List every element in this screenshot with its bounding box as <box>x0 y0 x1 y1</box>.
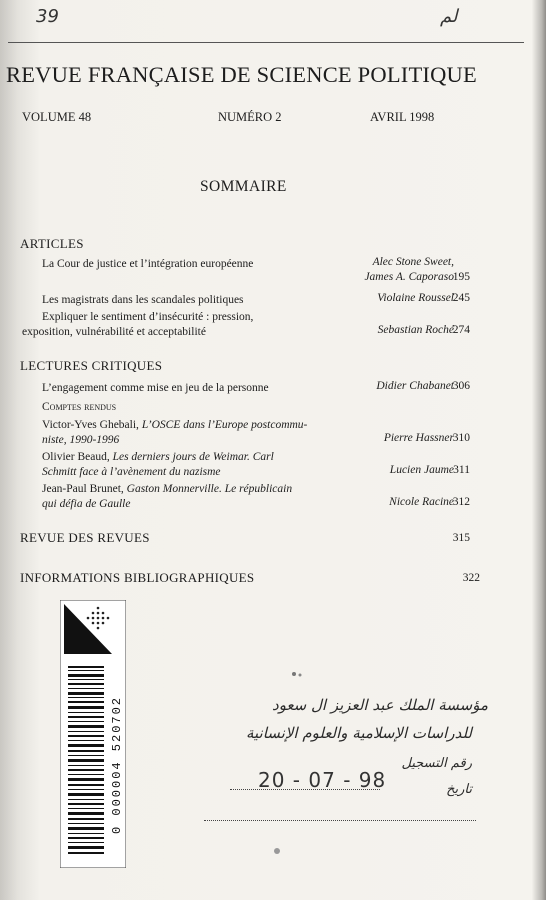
article-author: James A. Caporaso <box>364 271 454 283</box>
journal-title: REVUE FRANÇAISE DE SCIENCE POLITIQUE <box>6 62 477 87</box>
book-author: Jean-Paul Brunet, <box>42 483 124 495</box>
volume-label: VOLUME 48 <box>22 110 92 124</box>
section-revue-des-revues: REVUE DES REVUES <box>20 530 150 545</box>
stamp-bottom-dotted-line <box>204 820 476 821</box>
article-title: Les magistrats dans les scandales politiques <box>42 294 244 306</box>
issue-number: NUMÉRO 2 <box>218 110 282 124</box>
top-rule <box>8 42 524 43</box>
article-title: Expliquer le sentiment d’insécurité : pression, <box>42 311 254 323</box>
toc-heading: SOMMAIRE <box>200 178 287 195</box>
review-page: 311 <box>453 464 470 476</box>
section-page: 322 <box>462 572 480 584</box>
article-title: La Cour de justice et l’intégration européenne <box>42 258 254 270</box>
page-edge-shadow <box>532 0 546 900</box>
ink-dots-icon <box>286 668 342 682</box>
book-review-entry <box>42 417 307 433</box>
stamp-institution-line1: مؤسسة الملك عبد العزيز ال سعود <box>272 696 488 714</box>
article-title-continued: exposition, vulnérabilité et acceptabilité <box>22 326 206 338</box>
stamp-date-dotted-line <box>230 789 380 790</box>
barcode-number: 0 000004 520702 <box>110 695 124 835</box>
article-page: 195 <box>452 271 470 283</box>
article-page: 245 <box>452 292 470 304</box>
book-author: Olivier Beaud, <box>42 451 110 463</box>
handwritten-number: 39 <box>36 6 59 27</box>
stamp-date-label: تاريخ <box>446 782 472 797</box>
reviewer-name: Pierre Hassner <box>383 432 454 444</box>
book-title-continued: qui défia de Gaulle <box>42 498 131 510</box>
stamp-handwritten-date: 20 - 07 - 98 <box>258 768 387 792</box>
handwritten-mark: لم <box>440 6 458 27</box>
review-page: 312 <box>452 496 470 508</box>
book-author: Victor-Yves Ghebali, <box>42 419 139 431</box>
book-review-entry <box>42 481 292 497</box>
article-page: 274 <box>452 324 470 336</box>
article-author: Alec Stone Sweet, <box>372 256 454 268</box>
library-barcode-sticker <box>60 600 126 868</box>
review-page: 310 <box>452 432 470 444</box>
book-review-entry <box>42 449 274 465</box>
comptes-rendus-label: Comptes rendus <box>42 401 117 413</box>
review-title: L’engagement comme mise en jeu de la personne <box>42 382 269 394</box>
book-title: Les derniers jours de Weimar. Carl <box>112 451 274 463</box>
book-title-continued: niste, 1990-1996 <box>42 434 120 446</box>
section-articles: ARTICLES <box>20 236 84 251</box>
barcode-number-holder <box>108 670 122 860</box>
section-lectures-critiques: LECTURES CRITIQUES <box>20 358 163 373</box>
reviewer-name: Nicole Racine <box>389 496 454 508</box>
review-page: 306 <box>452 380 470 392</box>
section-informations-bibliographiques: INFORMATIONS BIBLIOGRAPHIQUES <box>20 570 255 585</box>
article-author: Sebastian Roché <box>377 324 454 336</box>
ink-dot <box>274 848 280 854</box>
book-title-continued: Schmitt face à l’avènement du nazisme <box>42 466 221 478</box>
stamp-institution-line2: للدراسات الإسلامية والعلوم الإنسانية <box>245 724 472 742</box>
stamp-registration-label: رقم التسجيل <box>401 756 472 771</box>
article-author: Violaine Roussel <box>377 292 454 304</box>
section-page: 315 <box>452 532 470 544</box>
book-title: L’OSCE dans l’Europe postcommu- <box>141 419 308 431</box>
issue-date: AVRIL 1998 <box>370 110 435 124</box>
review-author: Didier Chabanet <box>376 380 454 392</box>
stamp-smudge <box>286 668 342 682</box>
book-title: Gaston Monnerville. Le républicain <box>126 483 293 495</box>
reviewer-name: Lucien Jaume <box>389 464 454 476</box>
